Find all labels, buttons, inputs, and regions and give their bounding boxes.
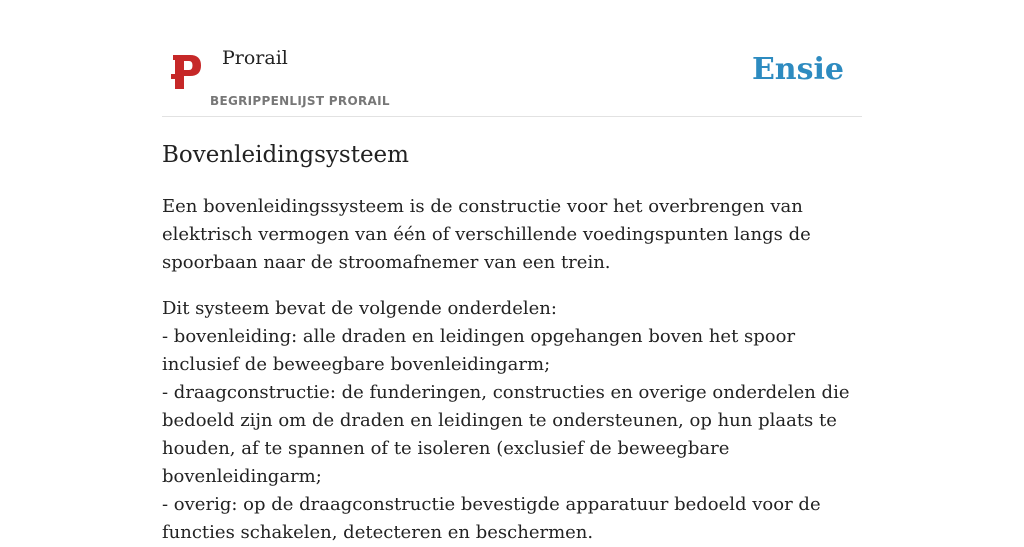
glossary-name[interactable]: BEGRIPPENLIJST PRORAIL [210,94,390,108]
term-title: Bovenleidingsysteem [162,142,409,168]
definition-content [162,136,862,547]
definition-line: Dit systeem bevat de volgende onderdelen: [162,298,557,319]
org-name[interactable]: Prorail [222,47,288,69]
definition-line: - overig: op de draagconstructie bevestigde apparatuur bedoeld voor de functies schakelen, detecteren en beschermen. [162,494,821,543]
definition-paragraph-parts [162,295,862,547]
definition-paragraph: Een bovenleidingssysteem is de constructie voor het overbrengen van elektrisch vermogen van één of verschillende voedingspunten langs de spoorbaan naar de stroomafnemer van een trein. [162,196,811,273]
definition-line: - bovenleiding: alle draden en leidingen opgehangen boven het spoor inclusief de beweegbare bovenleidingarm; [162,326,796,375]
prorail-logo-icon[interactable] [170,52,204,92]
page-header [162,0,862,117]
ensie-brand-logo[interactable]: Ensie [751,52,844,87]
definition-line: - draagconstructie: de funderingen, constructies en overige onderdelen die bedoeld zijn om de draden en leidingen te ondersteunen, op hun plaats te houden, af te spannen of te isoleren (exclusief de beweegbare bovenleidingarm; [162,382,850,487]
